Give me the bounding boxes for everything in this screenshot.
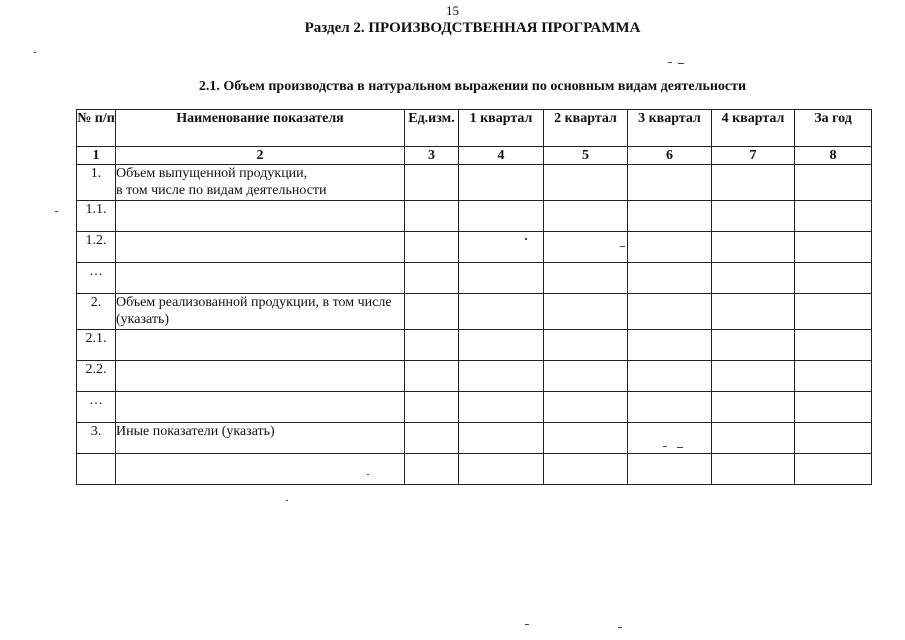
row-number: 1. xyxy=(77,165,116,201)
column-number: 4 xyxy=(459,147,544,165)
value-cell[interactable] xyxy=(459,294,544,330)
scan-speck xyxy=(677,447,683,448)
value-cell[interactable] xyxy=(544,165,628,201)
column-header: 3 квартал xyxy=(628,110,712,147)
value-cell[interactable] xyxy=(544,454,628,485)
indicator-name: Объем реализованной продукции, в том числе (указать) xyxy=(116,294,405,330)
value-cell[interactable] xyxy=(459,392,544,423)
value-cell[interactable] xyxy=(628,423,712,454)
indicator-name xyxy=(116,361,405,392)
page-number: 15 xyxy=(446,3,459,18)
column-number: 3 xyxy=(405,147,459,165)
value-cell[interactable] xyxy=(795,361,872,392)
value-cell[interactable] xyxy=(628,330,712,361)
value-cell[interactable] xyxy=(544,423,628,454)
value-cell[interactable] xyxy=(459,165,544,201)
value-cell[interactable] xyxy=(628,454,712,485)
scan-speck xyxy=(525,238,527,240)
value-cell[interactable] xyxy=(405,454,459,485)
column-number: 7 xyxy=(712,147,795,165)
indicator-name xyxy=(116,330,405,361)
value-cell[interactable] xyxy=(459,423,544,454)
value-cell[interactable] xyxy=(405,361,459,392)
value-cell[interactable] xyxy=(405,294,459,330)
table-row xyxy=(77,330,872,361)
value-cell[interactable] xyxy=(405,232,459,263)
value-cell[interactable] xyxy=(544,330,628,361)
value-cell[interactable] xyxy=(628,392,712,423)
value-cell[interactable] xyxy=(712,454,795,485)
indicator-name xyxy=(116,232,405,263)
indicator-name xyxy=(116,392,405,423)
value-cell[interactable] xyxy=(405,392,459,423)
value-cell[interactable] xyxy=(544,294,628,330)
column-number: 6 xyxy=(628,147,712,165)
row-number: 2.2. xyxy=(77,361,116,392)
value-cell[interactable] xyxy=(628,361,712,392)
value-cell[interactable] xyxy=(405,263,459,294)
value-cell[interactable] xyxy=(795,232,872,263)
value-cell[interactable] xyxy=(628,294,712,330)
scan-speck xyxy=(678,63,684,64)
column-number: 5 xyxy=(544,147,628,165)
value-cell[interactable] xyxy=(405,330,459,361)
value-cell[interactable] xyxy=(795,294,872,330)
table-row xyxy=(77,263,872,294)
production-table xyxy=(76,109,872,485)
column-header: 4 квартал xyxy=(712,110,795,147)
value-cell[interactable] xyxy=(544,201,628,232)
column-number-row xyxy=(77,147,872,165)
indicator-name xyxy=(116,454,405,485)
value-cell[interactable] xyxy=(628,201,712,232)
value-cell[interactable] xyxy=(405,165,459,201)
row-number: 2. xyxy=(77,294,116,330)
value-cell[interactable] xyxy=(795,201,872,232)
scan-speck xyxy=(367,474,369,475)
table-row xyxy=(77,232,872,263)
indicator-name: Объем выпущенной продукции, в том числе по видам деятельности xyxy=(116,165,405,201)
value-cell[interactable] xyxy=(712,423,795,454)
subsection-title: 2.1. Объем производства в натуральном выражении по основным видам деятельности xyxy=(198,79,747,94)
row-number: … xyxy=(77,263,116,294)
column-header: 2 квартал xyxy=(544,110,628,147)
scan-speck xyxy=(55,211,58,212)
table-row xyxy=(77,165,872,201)
value-cell[interactable] xyxy=(544,392,628,423)
indicator-name xyxy=(116,263,405,294)
row-number: … xyxy=(77,392,116,423)
value-cell[interactable] xyxy=(405,201,459,232)
table-row xyxy=(77,294,872,330)
value-cell[interactable] xyxy=(459,263,544,294)
scan-speck xyxy=(525,624,529,625)
value-cell[interactable] xyxy=(712,330,795,361)
table-row xyxy=(77,392,872,423)
scan-speck xyxy=(286,500,288,501)
value-cell[interactable] xyxy=(459,454,544,485)
value-cell[interactable] xyxy=(459,201,544,232)
value-cell[interactable] xyxy=(712,392,795,423)
scan-speck xyxy=(34,52,36,53)
value-cell[interactable] xyxy=(628,232,712,263)
column-number: 1 xyxy=(77,147,116,165)
value-cell[interactable] xyxy=(712,232,795,263)
value-cell[interactable] xyxy=(405,423,459,454)
value-cell[interactable] xyxy=(544,232,628,263)
value-cell[interactable] xyxy=(628,263,712,294)
scan-speck xyxy=(620,246,625,247)
value-cell[interactable] xyxy=(795,392,872,423)
row-number: 1.1. xyxy=(77,201,116,232)
value-cell[interactable] xyxy=(459,330,544,361)
value-cell[interactable] xyxy=(712,263,795,294)
column-header: За год xyxy=(795,110,872,147)
table-header-row xyxy=(77,110,872,147)
table-row xyxy=(77,361,872,392)
value-cell[interactable] xyxy=(712,201,795,232)
value-cell[interactable] xyxy=(544,263,628,294)
table-row xyxy=(77,423,872,454)
value-cell[interactable] xyxy=(795,330,872,361)
section-title: Раздел 2. ПРОИЗВОДСТВЕННАЯ ПРОГРАММА xyxy=(304,20,641,36)
scan-speck xyxy=(668,62,672,63)
value-cell[interactable] xyxy=(795,263,872,294)
value-cell[interactable] xyxy=(712,361,795,392)
value-cell[interactable] xyxy=(544,361,628,392)
scan-speck xyxy=(618,627,622,628)
indicator-name: Иные показатели (указать) xyxy=(116,423,405,454)
table-row xyxy=(77,201,872,232)
value-cell[interactable] xyxy=(795,454,872,485)
row-number xyxy=(77,454,116,485)
row-number: 3. xyxy=(77,423,116,454)
column-number: 8 xyxy=(795,147,872,165)
column-header: № п/п xyxy=(77,110,116,147)
value-cell[interactable] xyxy=(712,165,795,201)
column-header: 1 квартал xyxy=(459,110,544,147)
column-header: Ед.изм. xyxy=(405,110,459,147)
indicator-name xyxy=(116,201,405,232)
value-cell[interactable] xyxy=(795,423,872,454)
value-cell[interactable] xyxy=(795,165,872,201)
value-cell[interactable] xyxy=(628,165,712,201)
row-number: 1.2. xyxy=(77,232,116,263)
column-header: Наименование показателя xyxy=(116,110,405,147)
value-cell[interactable] xyxy=(459,232,544,263)
table-row xyxy=(77,454,872,485)
scan-speck xyxy=(663,446,667,447)
value-cell[interactable] xyxy=(712,294,795,330)
column-number: 2 xyxy=(116,147,405,165)
row-number: 2.1. xyxy=(77,330,116,361)
value-cell[interactable] xyxy=(459,361,544,392)
